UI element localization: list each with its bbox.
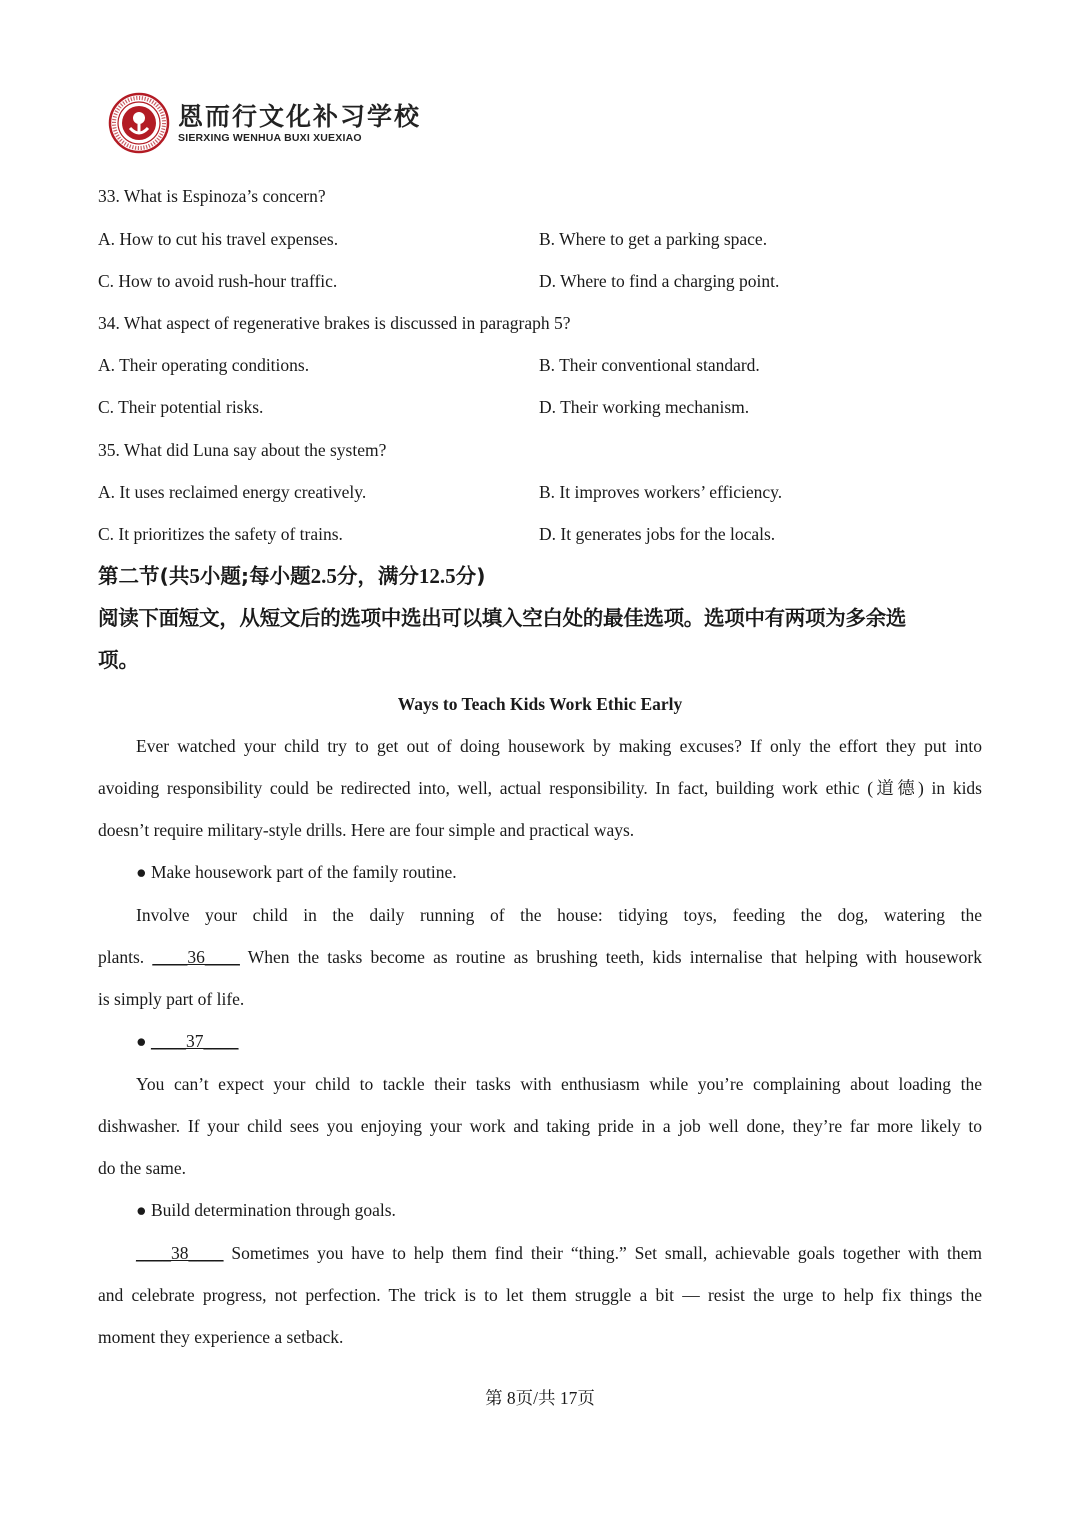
paragraph-4-line-2: and celebrate progress, not perfection. The trick is to let them struggle a bit — resist the urge to help fix things the (98, 1285, 982, 1305)
question-33-option-c: C. How to avoid rush-hour traffic. (98, 271, 338, 291)
blank-36: ____36____ (152, 947, 240, 967)
school-name-en: SIERXING WENHUA BUXI XUEXIAO (178, 132, 362, 144)
question-35-stem: 35. What did Luna say about the system? (98, 440, 387, 460)
paragraph-1-line-3: doesn’t require military-style drills. Here are four simple and practical ways. (98, 820, 635, 840)
question-34-option-d: D. Their working mechanism. (539, 397, 750, 417)
section-heading-a: 第二节(共 (98, 564, 190, 588)
question-33-option-a: A. How to cut his travel expenses. (98, 229, 339, 249)
bullet-dot: ● (136, 1031, 151, 1051)
paragraph-3-line-1: You can’t expect your child to tackle their tasks with enthusiasm while you’re complaining about loading the (136, 1074, 982, 1094)
blank-37: ____37____ (150, 1031, 239, 1051)
question-33-option-d: D. Where to find a charging point. (539, 271, 780, 291)
question-33-option-b: B. Where to get a parking space. (539, 229, 768, 249)
question-35-option-c: C. It prioritizes the safety of trains. (98, 524, 343, 544)
section-heading-b: 小题;每小题 (199, 564, 311, 588)
bullet-heading-1: ● Make housework part of the family routine. (136, 862, 457, 882)
section-heading-num3: 12.5 (418, 564, 456, 588)
paragraph-2-line-2 (98, 946, 982, 968)
question-34-stem: 34. What aspect of regenerative brakes is discussed in paragraph 5? (98, 313, 571, 333)
page-number: 第 8页/共 17页 (485, 1388, 595, 1408)
paragraph-1-line-1: Ever watched your child try to get out of doing housework by making excuses? If only the effort they put into (136, 736, 982, 756)
section-instruction-line2: 项。 (98, 648, 139, 672)
paragraph-2-line-2-post: When the tasks become as routine as brushing teeth, kids internalise that helping with housework (239, 947, 982, 967)
school-seal-logo (108, 92, 170, 154)
paragraph-2-line-1: Involve your child in the daily running of the house: tidying toys, feeding the dog, watering the (136, 905, 982, 925)
section-heading-c: 分，满分 (336, 564, 419, 588)
section-heading (98, 563, 485, 589)
section-instruction-line1: 阅读下面短文，从短文后的选项中选出可以填入空白处的最佳选项。选项中有两项为多余选 (98, 606, 906, 630)
question-34-option-b: B. Their conventional standard. (539, 355, 760, 375)
bullet-heading-3: ● Build determination through goals. (136, 1200, 396, 1220)
school-header (108, 92, 421, 154)
bullet-heading-2 (136, 1030, 238, 1052)
section-heading-num2: 2.5 (310, 564, 337, 588)
question-33-stem: 33. What is Espinoza’s concern? (98, 186, 326, 206)
section-heading-d: 分) (455, 564, 486, 588)
blank-38: ____38____ (136, 1243, 224, 1263)
paragraph-3-line-2: dishwasher. If your child sees you enjoying your work and taking pride in a job well done, they’re far more likely to (98, 1116, 982, 1136)
paragraph-4-line-1 (98, 1242, 982, 1264)
paragraph-4-line-1-post: Sometimes you have to help them find their “thing.” Set small, achievable goals together with them (223, 1243, 982, 1263)
question-34-option-a: A. Their operating conditions. (98, 355, 310, 375)
paragraph-4-line-3: moment they experience a setback. (98, 1327, 344, 1347)
section-heading-num1: 5 (189, 564, 200, 588)
question-34-option-c: C. Their potential risks. (98, 397, 264, 417)
paragraph-3-line-3: do the same. (98, 1158, 186, 1178)
paragraph-1-line-2: avoiding responsibility could be redirected into, well, actual responsibility. In fact, building work ethic (道德) in kids (98, 778, 982, 798)
question-35-option-b: B. It improves workers’ efficiency. (539, 482, 783, 502)
article-title: Ways to Teach Kids Work Ethic Early (397, 694, 683, 714)
question-35-option-a: A. It uses reclaimed energy creatively. (98, 482, 367, 502)
paragraph-2-line-3: is simply part of life. (98, 989, 245, 1009)
question-35-option-d: D. It generates jobs for the locals. (539, 524, 776, 544)
school-name-cn: 恩而行文化补习学校 (178, 102, 422, 131)
paragraph-2-line-2-pre: plants. (98, 947, 153, 967)
